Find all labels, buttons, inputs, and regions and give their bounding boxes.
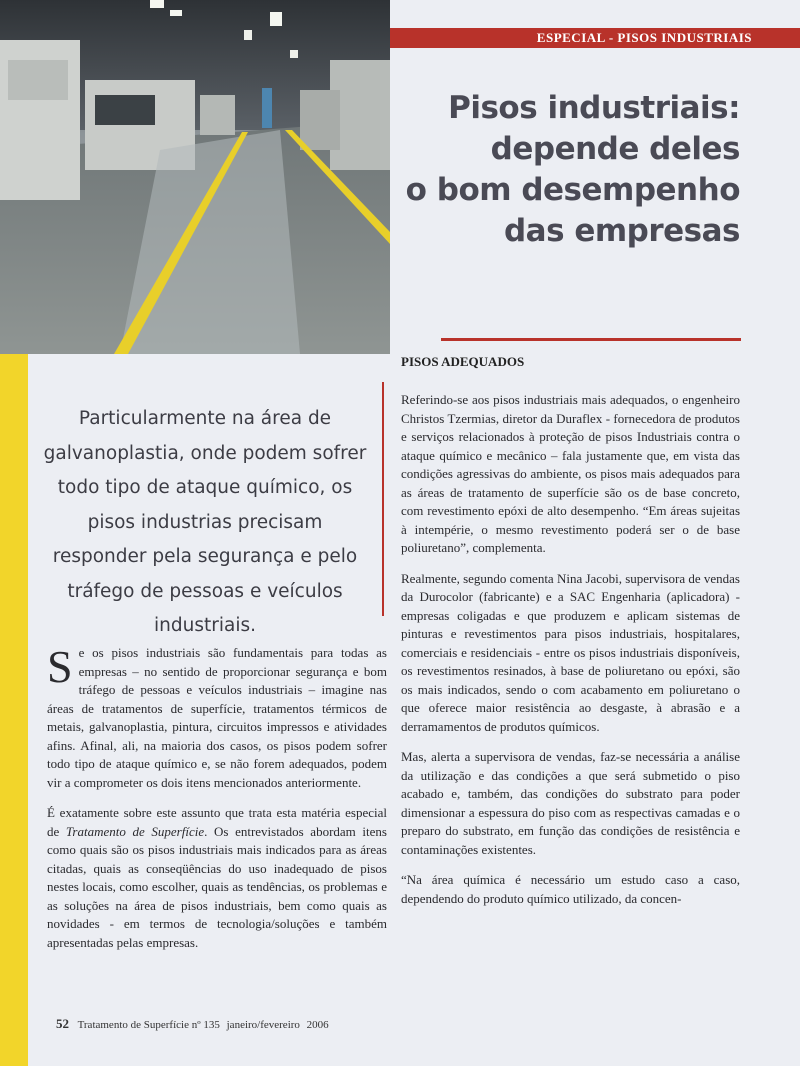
page-footer [56, 1016, 333, 1032]
paragraph: Referindo-se aos pisos industriais mais adequados, o engenheiro Christos Tzermias, diretor da Duraflex - fornecedora de produtos e serviços relacionados à proteção de pisos Industriais contra o ataque químico e mecânico – fala justamente que, em vista das condições agressivas do ambiente, os pisos mais adequados para as áreas de tratamento de superfície são os de base concreto, com revestimento epóxi de alto desempenho. “Em áreas sujeitas à intempérie, o mesmo revestimento poderá ser o de base poliuretano”, complementa. [401, 392, 740, 555]
paragraph: “Na área química é necessário um estudo caso a caso, dependendo do produto químico utilizado, da concen- [401, 872, 740, 906]
paragraph [47, 641, 387, 792]
title-line: Pisos industriais: [448, 90, 740, 126]
issue-year: 2006 [306, 1019, 329, 1031]
issue-months: janeiro/fevereiro [226, 1019, 300, 1031]
right-column [401, 391, 740, 920]
quote-divider [382, 382, 384, 616]
magazine-name-italic: Tratamento de Superfície [65, 823, 205, 839]
drop-cap: S [47, 641, 73, 692]
article-title [400, 88, 740, 252]
page-number: 52 [56, 1016, 69, 1031]
factory-floor-photo [0, 0, 390, 354]
section-label: ESPECIAL - PISOS INDUSTRIAIS [390, 28, 800, 48]
paragraph-text: e os pisos industriais são fundamentais para todas as empresas – no sentido de proporcionar segurança e bom tráfego de pessoas e veículos industriais – imagine nas áreas de tratamentos de superfície, tratamentos térmicos de metais, galvanoplastia, pintura, circuitos impressos e atividades afins. Afinal, ali, na maioria dos casos, os pisos podem sofrer todo tipo de ataque químico e, se não forem adequados, podem vir a comprometer os dois itens mencionados anteriormente. [47, 645, 387, 790]
title-line: das empresas [503, 213, 740, 249]
paragraph-text: É exatamente sobre este assunto que trata esta matéria especial de [47, 805, 387, 839]
left-column [47, 641, 387, 964]
paragraph: Realmente, segundo comenta Nina Jacobi, supervisora de vendas da Durocolor (fabricante) e a SAC Engenharia (aplicadora) - empresas coligadas e que produzem e aplicam sistemas de pinturas e revestimentos para pisos industriais, hospitalares, comerciais e residenciais - entre os pisos industriais disponíveis, os revestimentos resinados, à base de poliuretano ou epóxi, são os mais indicados, sendo o com acabamento em poliuretano o que oferece maior resistência ao desgaste, à abrasão e a derramamentos de produtos químicos. [401, 570, 740, 734]
title-line: o bom desempenho [405, 172, 740, 208]
factory-floor-illustration [0, 0, 390, 354]
section-heading: PISOS ADEQUADOS [401, 354, 525, 369]
title-line: depende deles [490, 131, 740, 167]
magazine-name: Tratamento de Superfície nº 135 [77, 1019, 220, 1031]
pull-quote: Particularmente na área de galvanoplastia, onde podem sofrer todo tipo de ataque químico, os pisos industrias precisam responder pela segurança e pelo tráfego de pessoas e veículos industriais. [43, 408, 367, 636]
paragraph-text: . Os entrevistados abordam itens como quais são os pisos industriais mais indicados para as áreas citadas, quais as conseqüências do uso inadequado de pisos nestes locais, como escolher, quais as tendências, os problemas e as soluções na área de pisos industriais, bem como quais as novidades - em termos de tecnologia/soluções e também apresentadas pelas empresas. [47, 823, 387, 950]
yellow-accent-bar [0, 354, 28, 1066]
paragraph: Mas, alerta a supervisora de vendas, faz-se necessária a análise da utilização e das condições a que será submetido o piso acabado e, também, das condições do substrato para poder dimensionar a espessura do piso com as respectivas camadas e o preparo do substrato, em função das condições de resistência e contaminações existentes. [401, 749, 740, 857]
paragraph [47, 804, 387, 952]
title-divider [441, 338, 741, 341]
